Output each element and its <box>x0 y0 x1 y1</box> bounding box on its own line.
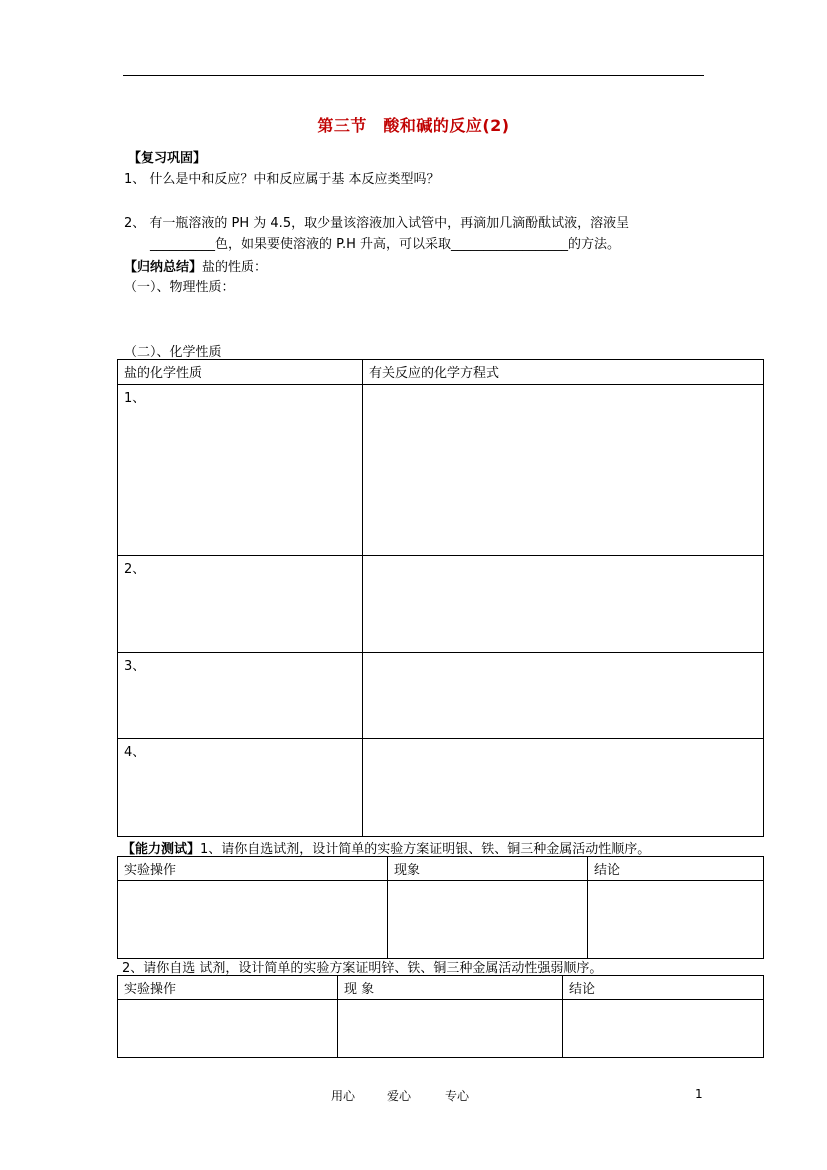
table-header-cell: 实验操作 <box>118 976 338 1000</box>
table-header-cell: 现象 <box>388 857 588 881</box>
table-header-row <box>118 360 764 385</box>
page-number: 1 <box>695 1087 703 1101</box>
table-header-cell: 现 象 <box>338 976 563 1000</box>
answer-cell <box>563 1000 764 1058</box>
equation-cell <box>363 556 764 653</box>
experiment-table-1 <box>117 856 764 959</box>
answer-cell <box>588 881 764 959</box>
table-row <box>118 881 764 959</box>
ability-question-1-text: 1、请你自选试剂，设计简单的实验方案证明银、铁、铜三种金属活动性顺序。 <box>200 842 651 857</box>
table-header-cell: 实验操作 <box>118 857 388 881</box>
row-label: 4、 <box>118 739 363 837</box>
table-row <box>118 1000 764 1058</box>
equation-cell <box>363 739 764 837</box>
table-header-row <box>118 857 764 881</box>
table-row <box>118 556 764 653</box>
summary-heading-text: 盐的性质： <box>202 260 268 275</box>
table-header-cell: 盐的化学性质 <box>118 360 363 385</box>
ability-question-2: 2、请你自选 试剂，设计简单的实验方案证明锌、铁、铜三种金属活动性强弱顺序。 <box>122 961 603 976</box>
table-row <box>118 739 764 837</box>
chemical-properties: （二）、化学性质 <box>124 345 222 360</box>
summary-heading <box>124 256 267 275</box>
table-row <box>118 653 764 739</box>
table-header-cell: 结论 <box>588 857 764 881</box>
footer-word: 爱心 <box>387 1089 412 1103</box>
equation-cell <box>363 653 764 739</box>
ability-heading: 【能力测试】 <box>122 842 201 857</box>
row-label: 3、 <box>118 653 363 739</box>
footer-word: 用心 <box>331 1089 356 1103</box>
salt-properties-table <box>117 359 764 837</box>
page-title: 第三节 酸和碱的反应(2) <box>317 116 510 135</box>
row-label: 1、 <box>118 385 363 556</box>
experiment-table-2 <box>117 975 764 1058</box>
table-header-row <box>118 976 764 1000</box>
summary-heading-label: 【归纳总结】 <box>124 260 203 275</box>
table-header-cell: 有关反应的化学方程式 <box>363 360 764 385</box>
equation-cell <box>363 385 764 556</box>
physical-properties: （一）、物理性质： <box>124 280 235 295</box>
row-label: 2、 <box>118 556 363 653</box>
table-row <box>118 385 764 556</box>
review-question-2-line1: 2、 有一瓶溶液的 PH 为 4.5，取少量该溶液加入试管中，再滴加几滴酚酞试液，溶液呈 <box>124 216 630 231</box>
footer-word: 专心 <box>445 1089 470 1103</box>
answer-cell <box>118 1000 338 1058</box>
table-header-cell: 结论 <box>563 976 764 1000</box>
header-rule <box>123 75 704 76</box>
review-question-2-line2: __________色，如果要使溶液的 P.H 升高，可以采取__________________的方法。 <box>150 237 620 252</box>
review-heading: 【复习巩固】 <box>128 151 207 166</box>
answer-cell <box>388 881 588 959</box>
answer-cell <box>338 1000 563 1058</box>
ability-question-1 <box>122 838 650 857</box>
review-question-1: 1、 什么是中和反应？中和反应属于基 本反应类型吗？ <box>124 172 440 187</box>
answer-cell <box>118 881 388 959</box>
